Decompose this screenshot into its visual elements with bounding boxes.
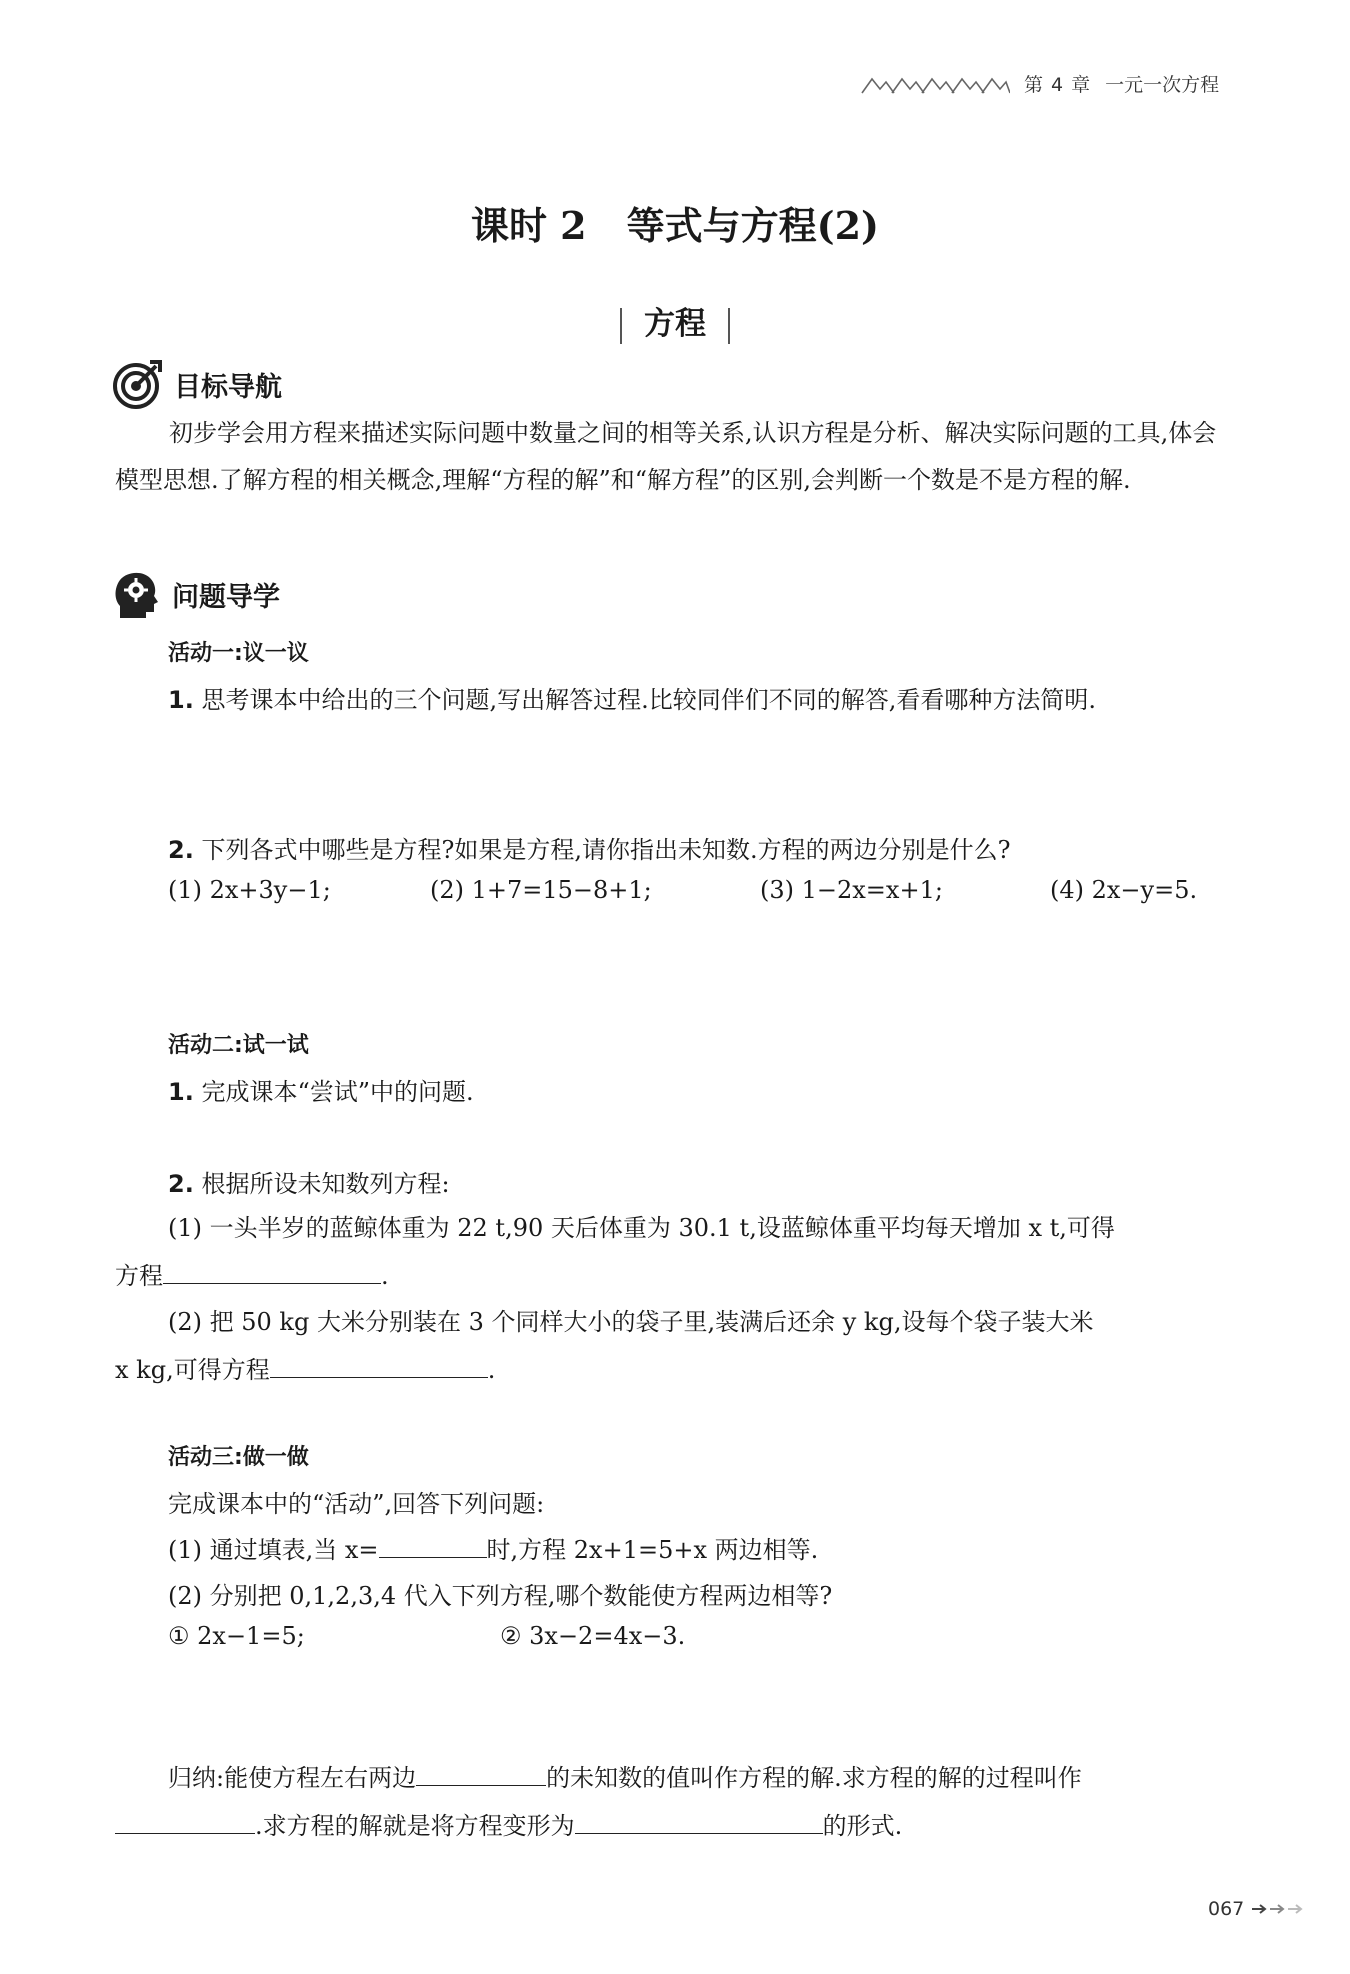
question-number: 1.: [168, 1078, 194, 1106]
activity1-title: 活动一:议一议: [168, 641, 309, 666]
goal-text: 初步学会用方程来描述实际问题中数量之间的相等关系,认识方程是分析、解决实际问题的工具,体会模型思想.了解方程的相关概念,理解“方程的解”和“解方程”的区别,会判断一个数是不是方程的解.: [115, 419, 1217, 494]
answer-blank[interactable]: [115, 1811, 255, 1834]
prompt-text: (1) 通过填表,当 x=: [168, 1536, 379, 1564]
answer-blank[interactable]: [575, 1811, 823, 1834]
summary-line1: [168, 1758, 1082, 1793]
period: .: [381, 1262, 389, 1290]
goal-label: 目标导航: [174, 371, 282, 403]
head-gear-icon: [112, 568, 162, 620]
answer-blank[interactable]: [270, 1355, 488, 1378]
activity2-title: 活动二:试一试: [168, 1033, 309, 1058]
answer-blank[interactable]: [163, 1261, 381, 1284]
expression-item-3: (3) 1−2x=x+1;: [760, 876, 943, 904]
prompt-text: 时,方程 2x+1=5+x 两边相等.: [486, 1536, 819, 1564]
question-number: 2.: [168, 836, 194, 864]
lesson-number: 课时 2: [470, 203, 587, 248]
summary-text: 的形式.: [822, 1812, 903, 1840]
question-number: 2.: [168, 1170, 194, 1198]
chapter-number: 第 4 章: [1024, 74, 1092, 96]
activity3-question2: (2) 分别把 0,1,2,3,4 代入下列方程,哪个数能使方程两边相等?: [168, 1582, 833, 1610]
subtitle-text: 方程: [644, 306, 706, 342]
page-number-text: 067: [1208, 1898, 1245, 1920]
expression-item-2: (2) 1+7=15−8+1;: [430, 876, 652, 904]
expression-item-4: (4) 2x−y=5.: [1050, 876, 1198, 904]
activity1-question2: [168, 830, 1010, 865]
page-title: [0, 195, 1350, 250]
summary-text: 归纳:能使方程左右两边: [168, 1764, 417, 1792]
question-text: 完成课本“尝试”中的问题.: [201, 1078, 474, 1106]
expression-item-1: (1) 2x+3y−1;: [168, 876, 331, 904]
activity2-question1: [168, 1072, 474, 1107]
chapter-title: 一元一次方程: [1105, 74, 1220, 96]
lesson-name: 等式与方程(2): [626, 203, 880, 248]
equation-2: ② 3x−2=4x−3.: [500, 1622, 686, 1650]
question-text: 根据所设未知数列方程:: [201, 1170, 450, 1198]
summary-line2: [115, 1806, 902, 1841]
answer-blank[interactable]: [379, 1535, 487, 1558]
activity3-intro: 完成课本中的“活动”,回答下列问题:: [168, 1490, 545, 1518]
goal-paragraph: [115, 410, 1235, 504]
arrow-decoration-icon: [1250, 1902, 1310, 1916]
summary-text: 的未知数的值叫作方程的解.求方程的解的过程叫作: [546, 1764, 1082, 1792]
goal-heading: [112, 358, 282, 410]
mountain-decoration-icon: [860, 73, 1010, 95]
equation-1: ① 2x−1=5;: [168, 1622, 305, 1650]
rice-problem-line2: [115, 1350, 495, 1385]
guide-label: 问题导学: [172, 581, 280, 613]
activity3-title: 活动三:做一做: [168, 1445, 309, 1470]
page-header: [860, 70, 1219, 97]
period: .: [487, 1356, 496, 1384]
prompt-text: 方程: [115, 1262, 163, 1290]
guide-heading: [112, 568, 280, 620]
answer-blank[interactable]: [416, 1763, 546, 1786]
whale-problem-line1: (1) 一头半岁的蓝鲸体重为 22 t,90 天后体重为 30.1 t,设蓝鲸体重平均每天增加 x t,可得: [168, 1214, 1115, 1242]
question-text: 思考课本中给出的三个问题,写出解答过程.比较同伴们不同的解答,看看哪种方法简明.: [201, 686, 1096, 714]
activity3-question1: [168, 1530, 818, 1565]
target-icon: [112, 358, 164, 410]
activity2-question2: [168, 1164, 450, 1199]
prompt-text: x kg,可得方程: [115, 1356, 270, 1384]
activity1-question1: [168, 680, 1096, 715]
page-number: [1208, 1898, 1310, 1920]
section-subtitle: [0, 298, 1350, 344]
rice-problem-line1: (2) 把 50 kg 大米分别装在 3 个同样大小的袋子里,装满后还余 y kg,设每个袋子装大米: [168, 1308, 1094, 1336]
question-number: 1.: [168, 686, 194, 714]
question-text: 下列各式中哪些是方程?如果是方程,请你指出未知数.方程的两边分别是什么?: [201, 836, 1011, 864]
whale-problem-line2: [115, 1256, 389, 1291]
summary-text: .求方程的解就是将方程变形为: [255, 1812, 575, 1840]
